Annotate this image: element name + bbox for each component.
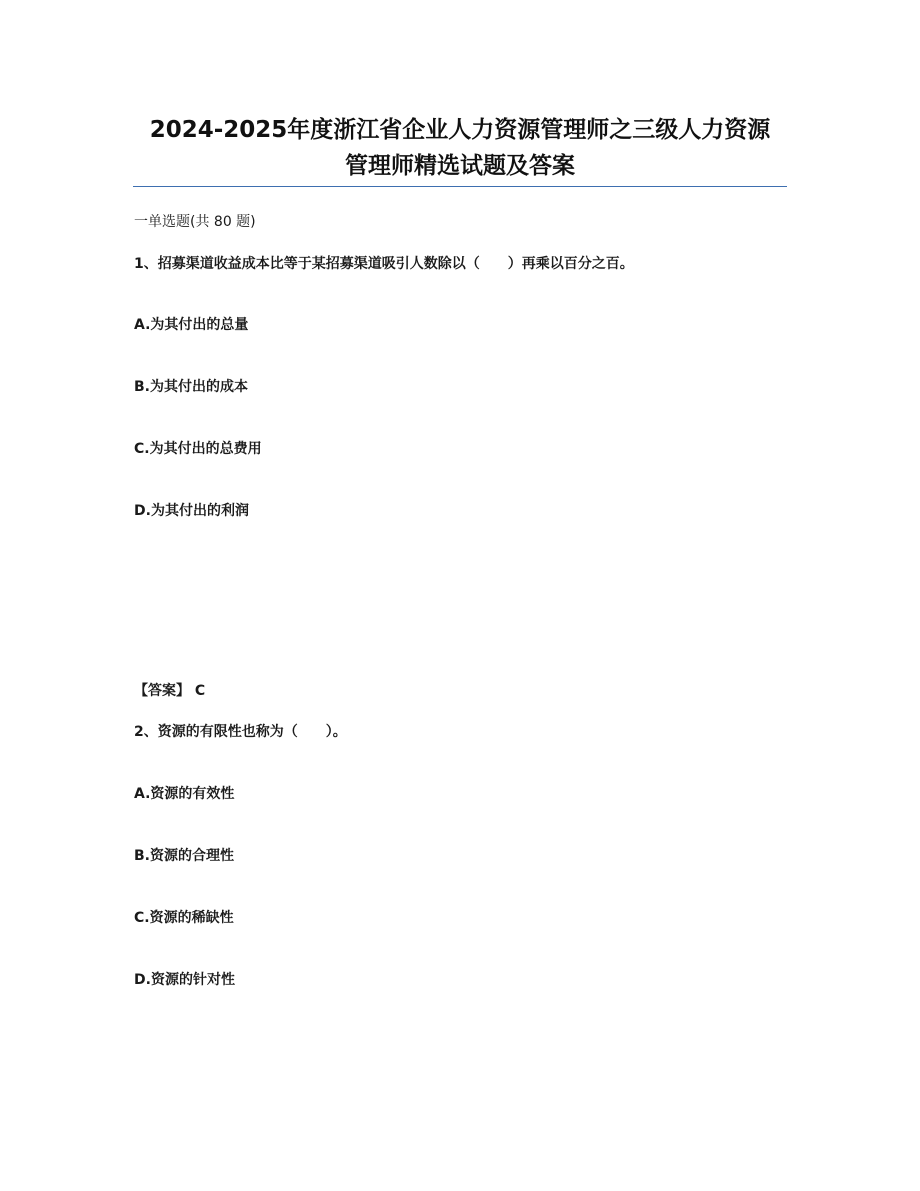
question-1-option-c: C.为其付出的总费用 bbox=[134, 441, 262, 457]
question-1-option-d: D.为其付出的利润 bbox=[134, 503, 249, 519]
section-heading: 一单选题(共 80 题) bbox=[134, 214, 256, 230]
question-1-option-a: A.为其付出的总量 bbox=[134, 317, 249, 333]
question-2-option-d: D.资源的针对性 bbox=[134, 972, 235, 988]
question-1-option-b: B.为其付出的成本 bbox=[134, 379, 248, 395]
question-2-option-b: B.资源的合理性 bbox=[134, 848, 234, 864]
document-title-line-1: 2024-2025年度浙江省企业人力资源管理师之三级人力资源 bbox=[149, 117, 771, 143]
document-title-line-2: 管理师精选试题及答案 bbox=[345, 153, 575, 179]
question-1-answer: 【答案】 C bbox=[134, 683, 206, 699]
title-divider bbox=[133, 186, 787, 187]
question-2-stem: 2、资源的有限性也称为（ ）。 bbox=[134, 724, 347, 740]
question-1-stem: 1、招募渠道收益成本比等于某招募渠道吸引人数除以（ ）再乘以百分之百。 bbox=[134, 256, 634, 272]
question-2-option-c: C.资源的稀缺性 bbox=[134, 910, 234, 926]
question-2-option-a: A.资源的有效性 bbox=[134, 786, 235, 802]
